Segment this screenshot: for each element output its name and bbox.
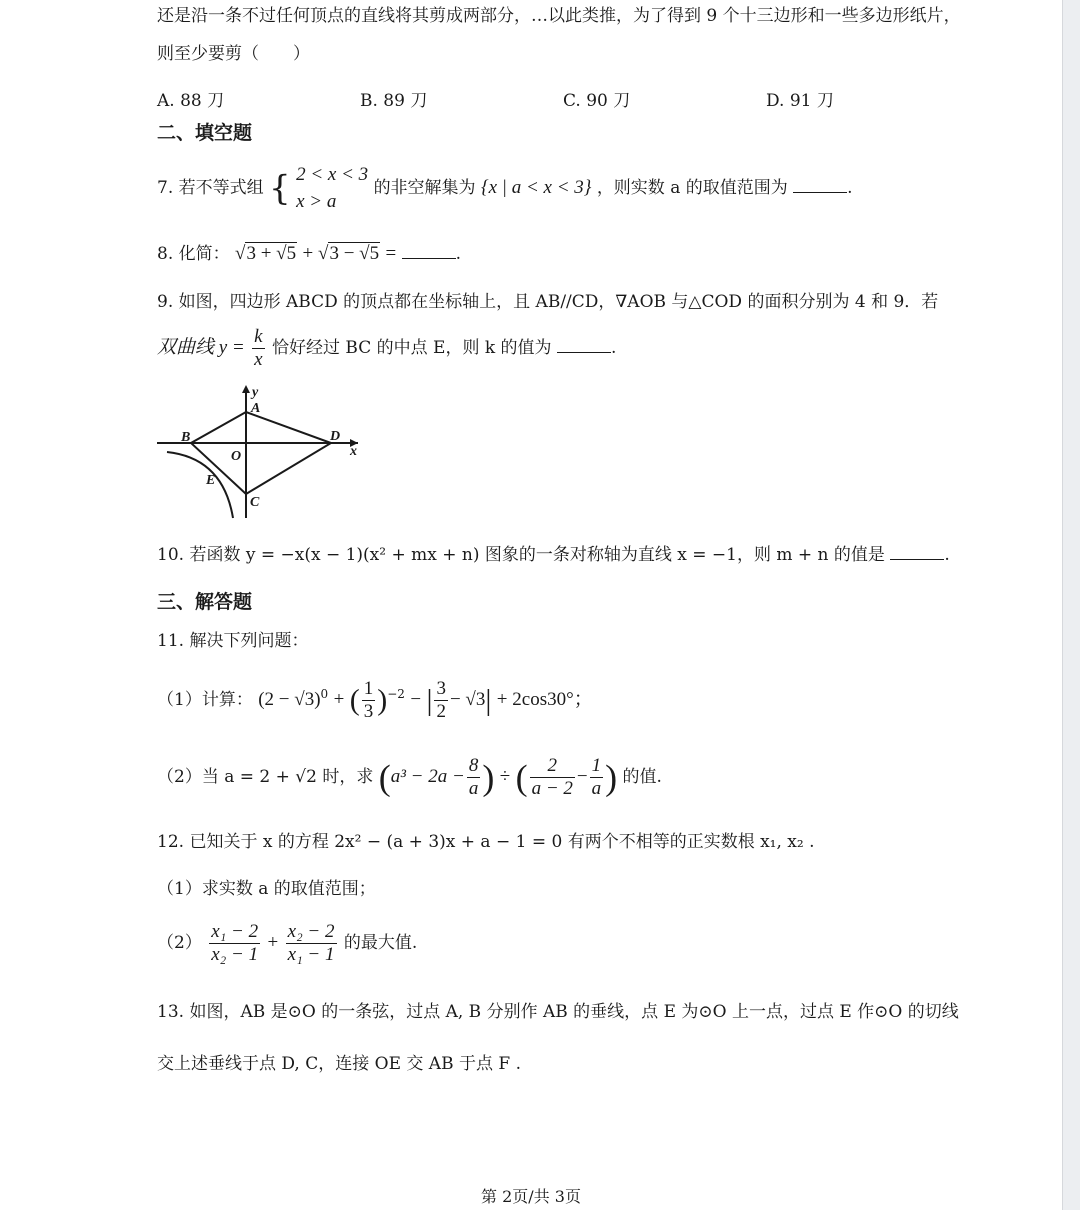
q11-p2-fraction-2 [530,755,575,800]
frac-num: 2 [530,755,575,778]
y-axis-arrow-icon [242,385,250,393]
answer-blank [793,179,847,193]
plus-sign: + [333,688,345,710]
q12-part-2 [157,921,417,966]
q13-line-2: 交上述垂线于点 D, C，连接 OE 交 AB 于点 F . [157,1054,521,1074]
q7-suffix: ，则实数 a 的取值范围为 [596,178,788,199]
q12-p2-tail: 的最大值. [343,932,418,953]
viewer-scrollbar[interactable] [1062,0,1080,1210]
label-y: y [252,385,259,400]
answer-blank [890,546,944,560]
q6-line-1: 还是沿一条不过任何顶点的直线将其剪成两部分，…以此类推，为了得到 9 个十三边形和一些多边形纸片， [157,6,961,26]
label-x: x [350,444,357,459]
frac-num: 1 [591,755,602,776]
frac-den: a − 2 [531,777,573,799]
q8-sqrt-b: 3 − √5 [329,243,380,264]
q11-p2-tail: 的值. [622,766,662,787]
q8-equals: = [385,243,397,264]
frac-den: a [468,777,479,799]
q11-p1-label: （1）计算： [157,689,253,710]
q9-line-1: 9. 如图，四边形 ABCD 的顶点都在坐标轴上，且 AB//CD，∇AOB 与△COD 的面积分别为 4 和 9．若 [157,292,939,312]
frac-den: 3 [363,700,374,722]
frac-den: 2 [436,700,446,722]
q6-option-c: C. 90 刀 [563,91,631,111]
q7-row-1: 2 < x < 3 [296,164,369,185]
q7-set: {x | a < x < 3} [480,177,592,199]
label-e: E [206,473,216,488]
q8-prefix: 8. 化简： [157,244,230,264]
q11-part-1: （1）计算： $(2 - √3)^0$ + ( $\frac{1}{3}$ )$^{-2}$ − | $\frac{3}{2}$ − √3| + 2cos30°； [157,678,593,722]
plus-sign: + [267,931,279,953]
q12-fraction-1 [209,921,260,966]
answer-blank [402,245,456,259]
q7-prefix: 7. 若不等式组 [157,178,264,199]
section-heading-solutions: 三、解答题 [157,591,253,613]
q9-frac-num: k [254,326,263,347]
answer-blank [557,339,611,353]
q6-option-a: A. 88 刀 [157,91,225,111]
minus-sign: − [410,688,422,710]
frac-num: x₂ − 2 [287,921,335,942]
q11-part-2: （2）当 a = 2 + √2 时，求 (a³ − 2a − $\frac{8}{a}$ ) ÷ ( $\frac{2}{a - 2}$ − $\frac{1}{a}$ ) 的值. [157,755,662,799]
label-a: A [251,401,261,416]
q6-option-b: B. 89 刀 [360,91,428,111]
q7-mid: 的非空解集为 [373,178,476,199]
question-7: 7. 若不等式组 { 2 < x < 3 x > a 的非空解集为 {x | a < x < 3} ，则实数 a 的取值范围为 . [157,162,853,215]
q11-p1-exp-a: 0 [320,687,329,702]
label-d: D [330,429,341,444]
q12-part-1: （1）求实数 a 的取值范围； [157,879,376,899]
q9-pre: 双曲线 y = [157,336,245,358]
q7-row-2: x > a [296,190,337,212]
label-c: C [250,495,260,510]
q9-frac-den: x [254,348,263,370]
q9-line-2: 双曲线 y = $\frac{k}{x}$ 恰好经过 BC 的中点 E，则 k 的值为 . [157,326,617,370]
minus-sign: − [576,765,588,787]
q9-post: 恰好经过 BC 的中点 E，则 k 的值为 [272,337,552,358]
q11-p1-term-a: (2 − √3) [258,688,321,710]
q11-p1-abs-rest: − √3 [449,688,486,710]
q11-p2-fraction-1 [467,755,481,800]
question-8: 8. 化简： √3 + √5 + √3 − √5 = . [157,243,462,264]
frac-num: 1 [363,678,374,699]
divide-sign: ÷ [499,765,511,787]
frac-num: x₁ − 2 [211,921,259,942]
brace-icon: { [269,168,291,209]
frac-num: 3 [436,678,446,699]
q12-line-1: 12. 已知关于 x 的方程 2x² − (a + 3)x + a − 1 = 0 有两个不相等的正实数根 x₁, x₂ . [157,832,815,852]
q7-inequality-system [296,162,368,215]
frac-den: x₁ − 1 [287,943,335,965]
q11-p1-exp-b: −2 [387,687,405,702]
hyperbola-branch [167,452,233,518]
q11-p2-label: （2）当 a = 2 + √2 时，求 [157,766,374,787]
q11-p1-tail: + 2cos30°； [496,688,593,710]
page-footer: 第 2页/共 3页 [481,1187,581,1206]
q9-fraction [252,326,264,371]
section-heading-fill-in: 二、填空题 [157,122,253,144]
q6-option-d: D. 91 刀 [766,91,834,111]
q11-p2-fraction-3 [590,755,604,800]
q11-title: 11. 解决下列问题： [157,631,309,651]
q11-p1-fraction [362,678,376,723]
label-b: B [181,430,191,445]
q10-text: 10. 若函数 y = −x(x − 1)(x² + mx + n) 图象的一条对称轴为直线 x = −1，则 m + n 的值是 [157,545,885,565]
question-10: 10. 若函数 y = −x(x − 1)(x² + mx + n) 图象的一条对称轴为直线 x = −1，则 m + n 的值是 . [157,545,950,565]
q11-p2-term: a³ − 2a − [390,765,465,787]
q13-line-1: 13. 如图，AB 是⊙O 的一条弦，过点 A, B 分别作 AB 的垂线，点 E 为⊙O 上一点，过点 E 作⊙O 的切线 [157,1002,959,1022]
q9-coordinate-figure [155,380,370,520]
frac-den: x₂ − 1 [211,943,259,965]
q6-line-2: 则至少要剪（ ） [157,44,310,64]
frac-num: 8 [468,755,479,776]
q8-sqrt-a: 3 + √5 [246,243,297,264]
frac-den: a [591,777,602,799]
q11-p1-abs-fraction [434,678,448,723]
q12-p2-label: （2） [157,932,202,953]
q12-fraction-2 [286,921,337,966]
label-o: O [231,449,242,464]
